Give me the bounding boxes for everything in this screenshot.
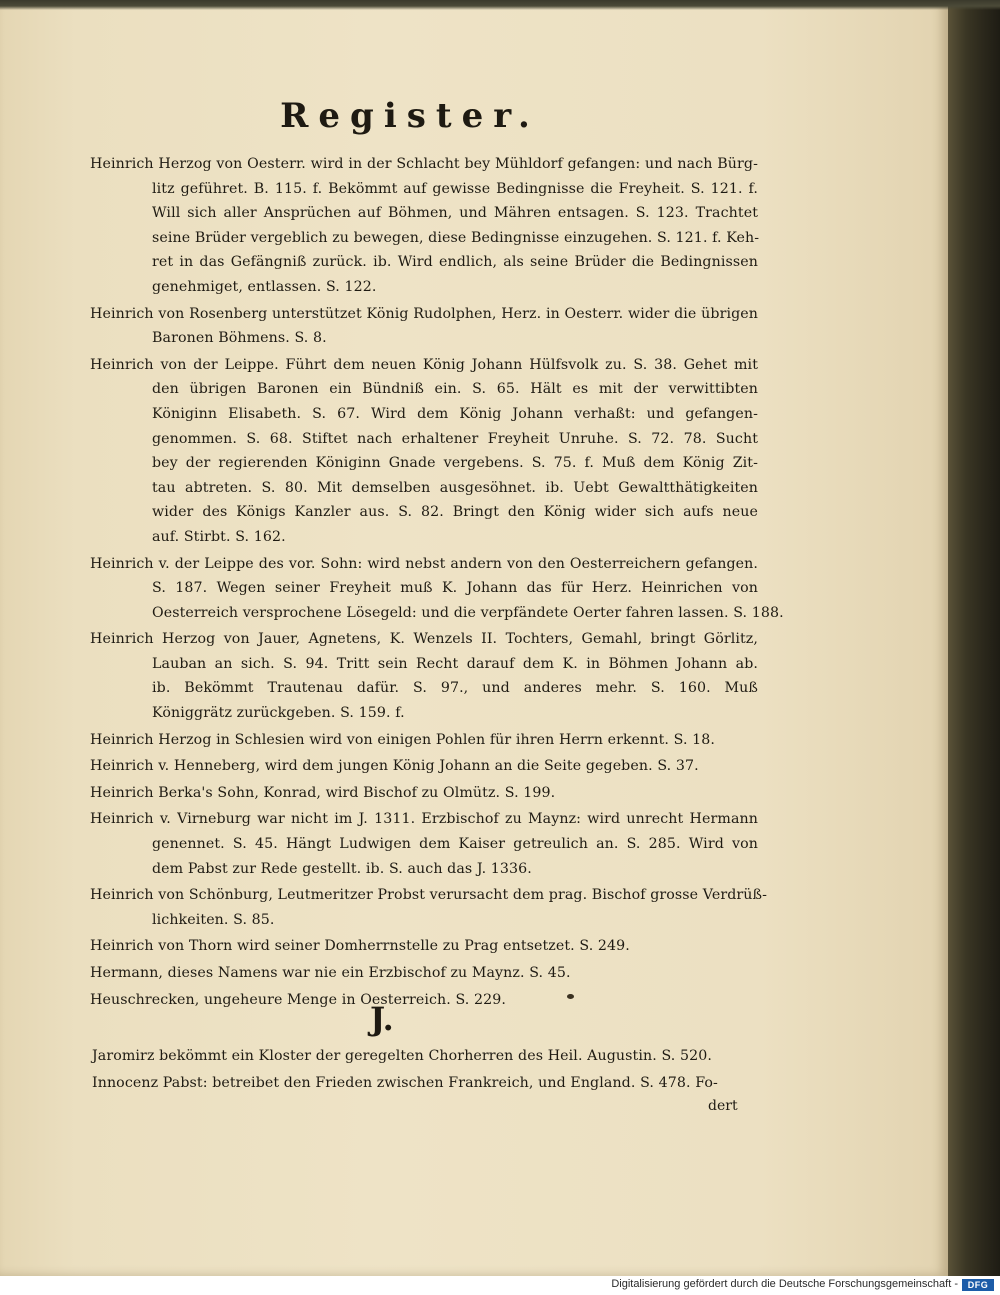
entry-line: ib. Bekömmt Trautenau dafür. S. 97., und anderes mehr. S. 160. Muß	[152, 680, 758, 697]
entry-line: ret in das Gefängniß zurück. ib. Wird endlich, als seine Brüder die Bedingnissen	[152, 254, 758, 271]
entry-line: Königgrätz zurückgeben. S. 159. f.	[152, 705, 405, 722]
footer-bar	[0, 1276, 1000, 1295]
entry-line: Heinrich Herzog von Oesterr. wird in der Schlacht bey Mühldorf gefangen: und nach Bürg-	[90, 156, 758, 172]
entry-line: genehmiget, entlassen. S. 122.	[152, 278, 377, 295]
entry-line: Heinrich Herzog von Jauer, Agnetens, K. Wenzels II. Tochters, Gemahl, bringt Görlitz,	[90, 631, 758, 648]
ornament-dot	[567, 994, 574, 999]
entry-line: Heinrich Herzog in Schlesien wird von einigen Pohlen für ihren Herrn erkennt. S. 18.	[90, 731, 716, 748]
entry-line: dem Pabst zur Rede gestellt. ib. S. auch das J. 1336.	[152, 860, 532, 877]
register-entry	[90, 302, 758, 351]
entry-line: Heinrich von der Leippe. Führt dem neuen König Johann Hülfsvolk zu. S. 38. Gehet mit	[90, 356, 758, 373]
book-edge	[948, 0, 1000, 1276]
entry-line: Heinrich von Schönburg, Leutmeritzer Probst verursacht dem prag. Bischof grosse Verdrüß-	[90, 887, 767, 904]
register-entry	[90, 152, 758, 300]
entry-line: den übrigen Baronen ein Bündniß ein. S. 65. Hält es mit der verwittibten	[152, 381, 758, 398]
register-entry	[90, 353, 758, 550]
entry-line: Heuschrecken, ungeheure Menge in Oesterreich. S. 229.	[90, 991, 507, 1008]
entry-line: lichkeiten. S. 85.	[152, 911, 275, 928]
entry-line: Heinrich v. der Leippe des vor. Sohn: wird nebst andern von den Oesterreichern gefangen.	[90, 555, 758, 572]
register-entry	[90, 781, 758, 806]
register-entry	[90, 754, 758, 779]
entry-line: Will sich aller Ansprüchen auf Böhmen, und Mähren entsagen. S. 123. Trachtet	[152, 205, 758, 222]
entry-line: Hermann, dieses Namens war nie ein Erzbischof zu Maynz. S. 45.	[90, 965, 571, 981]
entry-line: Heinrich von Rosenberg unterstützet König Rudolphen, Herz. in Oesterr. wider die übrigen	[90, 305, 758, 322]
register-entry	[92, 1044, 758, 1069]
funding-note: Digitalisierung gefördert durch die Deutsche Forschungsgemeinschaft -	[611, 1278, 958, 1290]
entry-line: Heinrich v. Virneburg war nicht im J. 1311. Erzbischof zu Maynz: wird unrecht Hermann	[90, 811, 758, 828]
register-entry	[90, 988, 758, 1013]
entry-line: litz geführet. B. 115. f. Bekömmt auf gewisse Bedingnisse die Freyheit. S. 121. f.	[152, 180, 758, 197]
dfg-logo: DFG	[962, 1279, 994, 1291]
entry-line: Oesterreich versprochene Lösegeld: und die verpfändete Oerter fahren lassen. S. 188.	[152, 604, 784, 621]
scan-top-edge	[0, 0, 1000, 10]
entry-line: bey der regierenden Königinn Gnade vergebens. S. 75. f. Muß dem König Zit-	[152, 455, 758, 472]
section-letter: J.	[370, 1000, 394, 1038]
register-entries-j	[92, 1044, 758, 1097]
entry-line: Heinrich v. Henneberg, wird dem jungen König Johann an die Seite gegeben. S. 37.	[90, 758, 699, 775]
register-entries-h	[90, 152, 784, 1014]
entry-line: Jaromirz bekömmt ein Kloster der geregelten Chorherren des Heil. Augustin. S. 520.	[92, 1048, 712, 1064]
register-entry	[92, 1071, 758, 1096]
entry-line: Innocenz Pabst: betreibet den Frieden zwischen Frankreich, und England. S. 478. Fo-	[92, 1074, 718, 1091]
entry-line: Königinn Elisabeth. S. 67. Wird dem König Johann verhaßt: und gefangen-	[152, 405, 758, 422]
entry-line: Lauban an sich. S. 94. Tritt sein Recht darauf dem K. in Böhmen Johann ab.	[152, 655, 758, 672]
page-title: Register.	[280, 96, 540, 136]
entry-line: seine Brüder vergeblich zu bewegen, diese Bedingnisse einzugehen. S. 121. f. Keh-	[152, 229, 760, 246]
register-entry	[90, 807, 758, 881]
entry-line: Baronen Böhmens. S. 8.	[152, 330, 327, 347]
register-entry	[90, 627, 758, 725]
register-entry	[90, 728, 758, 753]
entry-line: Heinrich von Thorn wird seiner Domherrnstelle zu Prag entsetzet. S. 249.	[90, 938, 630, 955]
entry-line: auf. Stirbt. S. 162.	[152, 528, 286, 545]
entry-line: genennet. S. 45. Hängt Ludwigen dem Kaiser getreulich an. S. 285. Wird von	[152, 836, 758, 853]
entry-line: genommen. S. 68. Stiftet nach erhaltener Freyheit Unruhe. S. 72. 78. Sucht	[152, 430, 758, 447]
entry-line: wider des Königs Kanzler aus. S. 82. Bringt den König wider sich aufs neue	[152, 504, 758, 521]
register-entry	[90, 552, 784, 626]
entry-line: Heinrich Berka's Sohn, Konrad, wird Bischof zu Olmütz. S. 199.	[90, 784, 556, 801]
entry-line: S. 187. Wegen seiner Freyheit muß K. Johann das für Herz. Heinrichen von	[152, 580, 758, 597]
register-entry	[90, 883, 767, 932]
register-entry	[90, 961, 758, 986]
entry-line: tau abtreten. S. 80. Mit demselben ausgesöhnet. ib. Uebt Gewaltthätigkeiten	[152, 479, 758, 496]
register-entry	[90, 934, 758, 959]
catchword: dert	[708, 1098, 738, 1114]
